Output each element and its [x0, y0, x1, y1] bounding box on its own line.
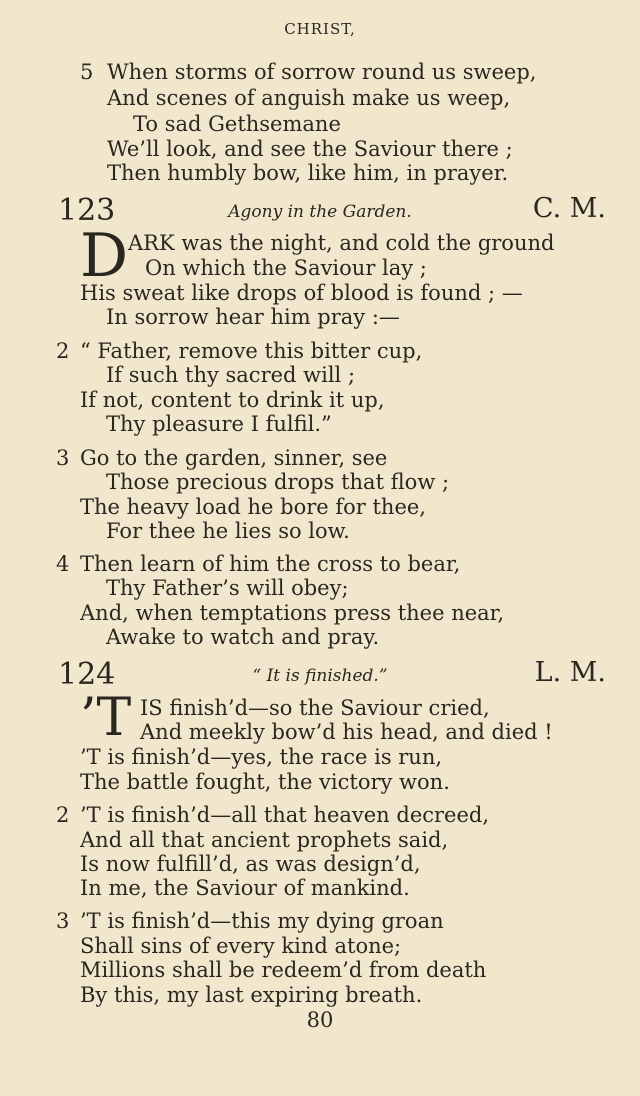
verse-line: And meekly bow’d his head, and died ! [140, 720, 553, 744]
verse-line: Those precious drops that flow ; [106, 470, 450, 494]
verse-line: To sad Gethsemane [133, 112, 341, 136]
verse-line: Is now fulfill’d, as was design’d, [80, 852, 421, 876]
verse-line: Thy pleasure I fulfil.” [106, 412, 332, 436]
verse-line: For thee he lies so low. [106, 519, 350, 543]
verse-line: On which the Saviour lay ; [145, 256, 427, 280]
verse-line: Millions shall be redeem’d from death [80, 958, 487, 982]
verse-line: Thy Father’s will obey; [106, 576, 349, 600]
verse-line: Awake to watch and pray. [106, 625, 380, 649]
hymn-number: 123 [58, 193, 116, 228]
drop-cap: D [80, 221, 129, 291]
stanza-number: 2 [56, 339, 70, 363]
verse-line: If not, content to drink it up, [80, 388, 385, 412]
verse-line: ’T is finish’d—all that heaven decreed, [80, 803, 490, 827]
verse-line: In me, the Saviour of mankind. [80, 876, 410, 900]
stanza-number: 3 [56, 909, 70, 933]
verse-line: And all that ancient prophets said, [80, 828, 449, 852]
verse-line: Then humbly bow, like him, in prayer. [107, 161, 509, 185]
verse-line: Go to the garden, sinner, see [80, 446, 388, 470]
verse-line: And, when temptations press thee near, [80, 601, 505, 625]
verse-line: The heavy load he bore for thee, [80, 495, 426, 519]
hymn-meter: L. M. [534, 657, 606, 688]
verse-line: By this, my last expiring breath. [80, 983, 423, 1007]
stanza-number: 2 [56, 803, 70, 827]
verse-line: IS finish’d—so the Saviour cried, [140, 696, 490, 720]
hymn-title: “ It is finished.” [252, 666, 388, 686]
drop-cap: ’T [80, 688, 132, 748]
verse-line: His sweat like drops of blood is found ; — [80, 281, 523, 305]
verse-line: ’T is finish’d—this my dying groan [80, 909, 444, 933]
verse-line: And scenes of anguish make us weep, [107, 86, 511, 110]
verse-line: When storms of sorrow round us sweep, [107, 60, 537, 84]
stanza-number: 3 [56, 446, 70, 470]
stanza-number: 4 [56, 552, 70, 576]
hymn-title: Agony in the Garden. [228, 202, 412, 222]
verse-line: Shall sins of every kind atone; [80, 934, 402, 958]
stanza-number: 5 [80, 60, 94, 84]
hymn-number: 124 [58, 657, 116, 692]
verse-line: If such thy sacred will ; [106, 363, 356, 387]
verse-line: The battle fought, the victory won. [80, 770, 450, 794]
verse-line: ARK was the night, and cold the ground [128, 231, 555, 255]
verse-line: “ Father, remove this bitter cup, [80, 339, 423, 363]
running-header: CHRIST, [284, 20, 356, 38]
verse-line: We’ll look, and see the Saviour there ; [107, 137, 513, 161]
verse-line: ’T is finish’d—yes, the race is run, [80, 745, 443, 769]
verse-line: Then learn of him the cross to bear, [80, 552, 461, 576]
hymn-meter: C. M. [532, 193, 606, 224]
page-number: 80 [306, 1008, 334, 1032]
verse-line: In sorrow hear him pray :— [106, 305, 400, 329]
